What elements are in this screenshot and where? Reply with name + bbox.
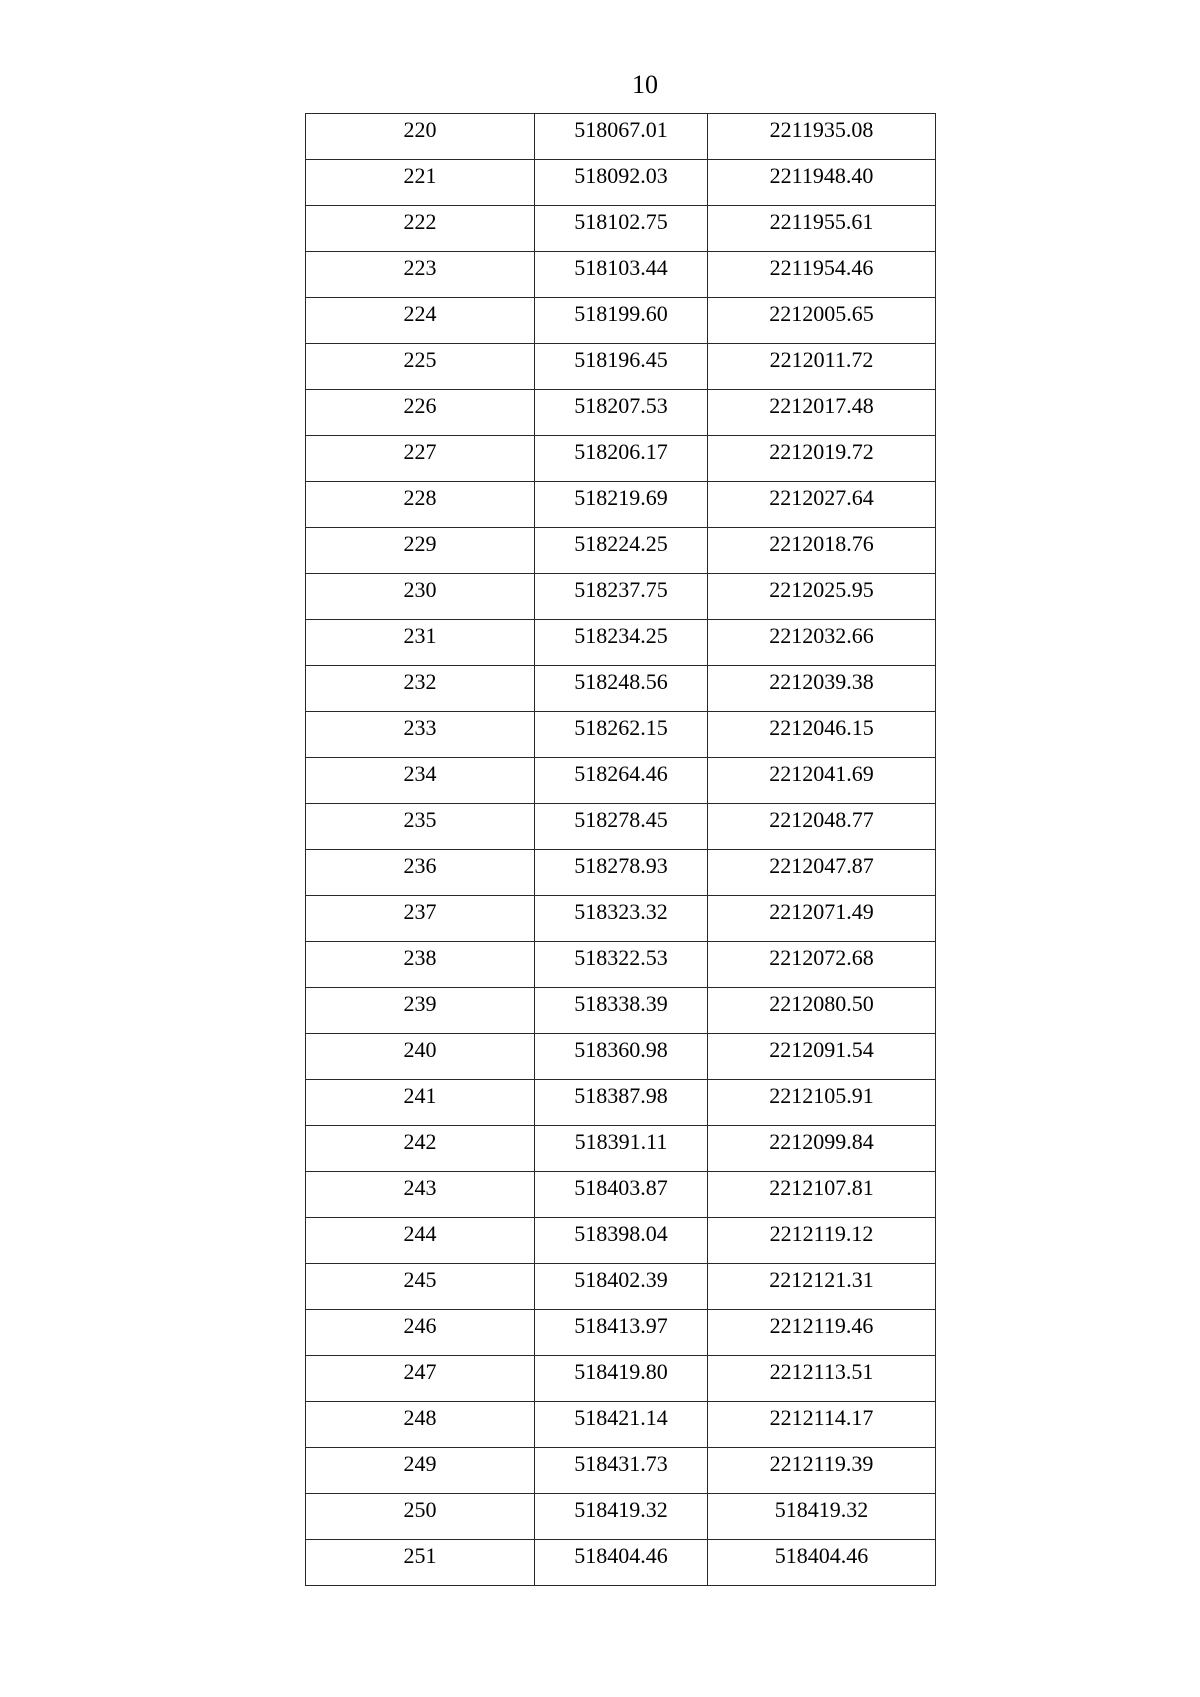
table-row xyxy=(306,1034,936,1080)
table-row xyxy=(306,1172,936,1218)
y-coordinate-cell: 2211935.08 xyxy=(708,114,936,160)
table-row xyxy=(306,1356,936,1402)
x-coordinate-cell: 518360.98 xyxy=(535,1034,708,1080)
y-coordinate-cell: 2212017.48 xyxy=(708,390,936,436)
table-row xyxy=(306,390,936,436)
y-coordinate-cell: 2212018.76 xyxy=(708,528,936,574)
y-coordinate-cell: 2212119.12 xyxy=(708,1218,936,1264)
table-row xyxy=(306,1080,936,1126)
x-coordinate-cell: 518092.03 xyxy=(535,160,708,206)
point-number-cell: 245 xyxy=(306,1264,535,1310)
point-number-cell: 234 xyxy=(306,758,535,804)
point-number-cell: 238 xyxy=(306,942,535,988)
x-coordinate-cell: 518103.44 xyxy=(535,252,708,298)
table-row xyxy=(306,1218,936,1264)
x-coordinate-cell: 518403.87 xyxy=(535,1172,708,1218)
y-coordinate-cell: 2211948.40 xyxy=(708,160,936,206)
x-coordinate-cell: 518431.73 xyxy=(535,1448,708,1494)
point-number-cell: 227 xyxy=(306,436,535,482)
y-coordinate-cell: 2212019.72 xyxy=(708,436,936,482)
y-coordinate-cell: 2212005.65 xyxy=(708,298,936,344)
y-coordinate-cell: 2212091.54 xyxy=(708,1034,936,1080)
point-number-cell: 250 xyxy=(306,1494,535,1540)
table-row xyxy=(306,298,936,344)
point-number-cell: 246 xyxy=(306,1310,535,1356)
x-coordinate-cell: 518199.60 xyxy=(535,298,708,344)
table-row xyxy=(306,1126,936,1172)
table-row xyxy=(306,620,936,666)
point-number-cell: 222 xyxy=(306,206,535,252)
x-coordinate-cell: 518278.45 xyxy=(535,804,708,850)
x-coordinate-cell: 518264.46 xyxy=(535,758,708,804)
x-coordinate-cell: 518278.93 xyxy=(535,850,708,896)
x-coordinate-cell: 518419.32 xyxy=(535,1494,708,1540)
table-row xyxy=(306,114,936,160)
y-coordinate-cell: 2212107.81 xyxy=(708,1172,936,1218)
point-number-cell: 235 xyxy=(306,804,535,850)
y-coordinate-cell: 2211955.61 xyxy=(708,206,936,252)
x-coordinate-cell: 518224.25 xyxy=(535,528,708,574)
y-coordinate-cell: 2212041.69 xyxy=(708,758,936,804)
coordinate-table xyxy=(305,113,936,1586)
x-coordinate-cell: 518419.80 xyxy=(535,1356,708,1402)
table-body xyxy=(306,114,936,1586)
point-number-cell: 237 xyxy=(306,896,535,942)
y-coordinate-cell: 2212072.68 xyxy=(708,942,936,988)
point-number-cell: 233 xyxy=(306,712,535,758)
point-number-cell: 223 xyxy=(306,252,535,298)
x-coordinate-cell: 518391.11 xyxy=(535,1126,708,1172)
point-number-cell: 248 xyxy=(306,1402,535,1448)
table-row xyxy=(306,942,936,988)
table-row xyxy=(306,1264,936,1310)
y-coordinate-cell: 2212099.84 xyxy=(708,1126,936,1172)
y-coordinate-cell: 2212047.87 xyxy=(708,850,936,896)
table-row xyxy=(306,1402,936,1448)
point-number-cell: 229 xyxy=(306,528,535,574)
x-coordinate-cell: 518237.75 xyxy=(535,574,708,620)
y-coordinate-cell: 2212025.95 xyxy=(708,574,936,620)
table-row xyxy=(306,1448,936,1494)
point-number-cell: 228 xyxy=(306,482,535,528)
y-coordinate-cell: 2211954.46 xyxy=(708,252,936,298)
x-coordinate-cell: 518413.97 xyxy=(535,1310,708,1356)
point-number-cell: 241 xyxy=(306,1080,535,1126)
point-number-cell: 240 xyxy=(306,1034,535,1080)
point-number-cell: 220 xyxy=(306,114,535,160)
y-coordinate-cell: 2212113.51 xyxy=(708,1356,936,1402)
y-coordinate-cell: 2212011.72 xyxy=(708,344,936,390)
point-number-cell: 244 xyxy=(306,1218,535,1264)
x-coordinate-cell: 518404.46 xyxy=(535,1540,708,1586)
y-coordinate-cell: 518419.32 xyxy=(708,1494,936,1540)
y-coordinate-cell: 2212071.49 xyxy=(708,896,936,942)
table-row xyxy=(306,758,936,804)
x-coordinate-cell: 518207.53 xyxy=(535,390,708,436)
point-number-cell: 247 xyxy=(306,1356,535,1402)
table-row xyxy=(306,160,936,206)
y-coordinate-cell: 2212048.77 xyxy=(708,804,936,850)
table-row xyxy=(306,804,936,850)
table-row xyxy=(306,712,936,758)
y-coordinate-cell: 2212119.46 xyxy=(708,1310,936,1356)
point-number-cell: 249 xyxy=(306,1448,535,1494)
y-coordinate-cell: 2212032.66 xyxy=(708,620,936,666)
point-number-cell: 226 xyxy=(306,390,535,436)
x-coordinate-cell: 518206.17 xyxy=(535,436,708,482)
x-coordinate-cell: 518322.53 xyxy=(535,942,708,988)
point-number-cell: 224 xyxy=(306,298,535,344)
table-row xyxy=(306,344,936,390)
x-coordinate-cell: 518196.45 xyxy=(535,344,708,390)
y-coordinate-cell: 518404.46 xyxy=(708,1540,936,1586)
y-coordinate-cell: 2212105.91 xyxy=(708,1080,936,1126)
x-coordinate-cell: 518219.69 xyxy=(535,482,708,528)
table-row xyxy=(306,666,936,712)
point-number-cell: 251 xyxy=(306,1540,535,1586)
x-coordinate-cell: 518338.39 xyxy=(535,988,708,1034)
point-number-cell: 230 xyxy=(306,574,535,620)
y-coordinate-cell: 2212114.17 xyxy=(708,1402,936,1448)
table-row xyxy=(306,206,936,252)
x-coordinate-cell: 518387.98 xyxy=(535,1080,708,1126)
table-row xyxy=(306,1494,936,1540)
y-coordinate-cell: 2212039.38 xyxy=(708,666,936,712)
x-coordinate-cell: 518102.75 xyxy=(535,206,708,252)
point-number-cell: 232 xyxy=(306,666,535,712)
x-coordinate-cell: 518262.15 xyxy=(535,712,708,758)
x-coordinate-cell: 518248.56 xyxy=(535,666,708,712)
y-coordinate-cell: 2212046.15 xyxy=(708,712,936,758)
point-number-cell: 242 xyxy=(306,1126,535,1172)
page-number: 10 xyxy=(632,70,658,99)
y-coordinate-cell: 2212027.64 xyxy=(708,482,936,528)
y-coordinate-cell: 2212080.50 xyxy=(708,988,936,1034)
x-coordinate-cell: 518421.14 xyxy=(535,1402,708,1448)
table-row xyxy=(306,896,936,942)
x-coordinate-cell: 518398.04 xyxy=(535,1218,708,1264)
x-coordinate-cell: 518402.39 xyxy=(535,1264,708,1310)
table-row xyxy=(306,850,936,896)
table-row xyxy=(306,1540,936,1586)
y-coordinate-cell: 2212121.31 xyxy=(708,1264,936,1310)
point-number-cell: 221 xyxy=(306,160,535,206)
table-row xyxy=(306,574,936,620)
table-row xyxy=(306,482,936,528)
point-number-cell: 225 xyxy=(306,344,535,390)
x-coordinate-cell: 518323.32 xyxy=(535,896,708,942)
table-row xyxy=(306,252,936,298)
point-number-cell: 231 xyxy=(306,620,535,666)
table-row xyxy=(306,436,936,482)
point-number-cell: 243 xyxy=(306,1172,535,1218)
x-coordinate-cell: 518234.25 xyxy=(535,620,708,666)
table-row xyxy=(306,528,936,574)
point-number-cell: 239 xyxy=(306,988,535,1034)
y-coordinate-cell: 2212119.39 xyxy=(708,1448,936,1494)
x-coordinate-cell: 518067.01 xyxy=(535,114,708,160)
table-row xyxy=(306,988,936,1034)
point-number-cell: 236 xyxy=(306,850,535,896)
table-row xyxy=(306,1310,936,1356)
